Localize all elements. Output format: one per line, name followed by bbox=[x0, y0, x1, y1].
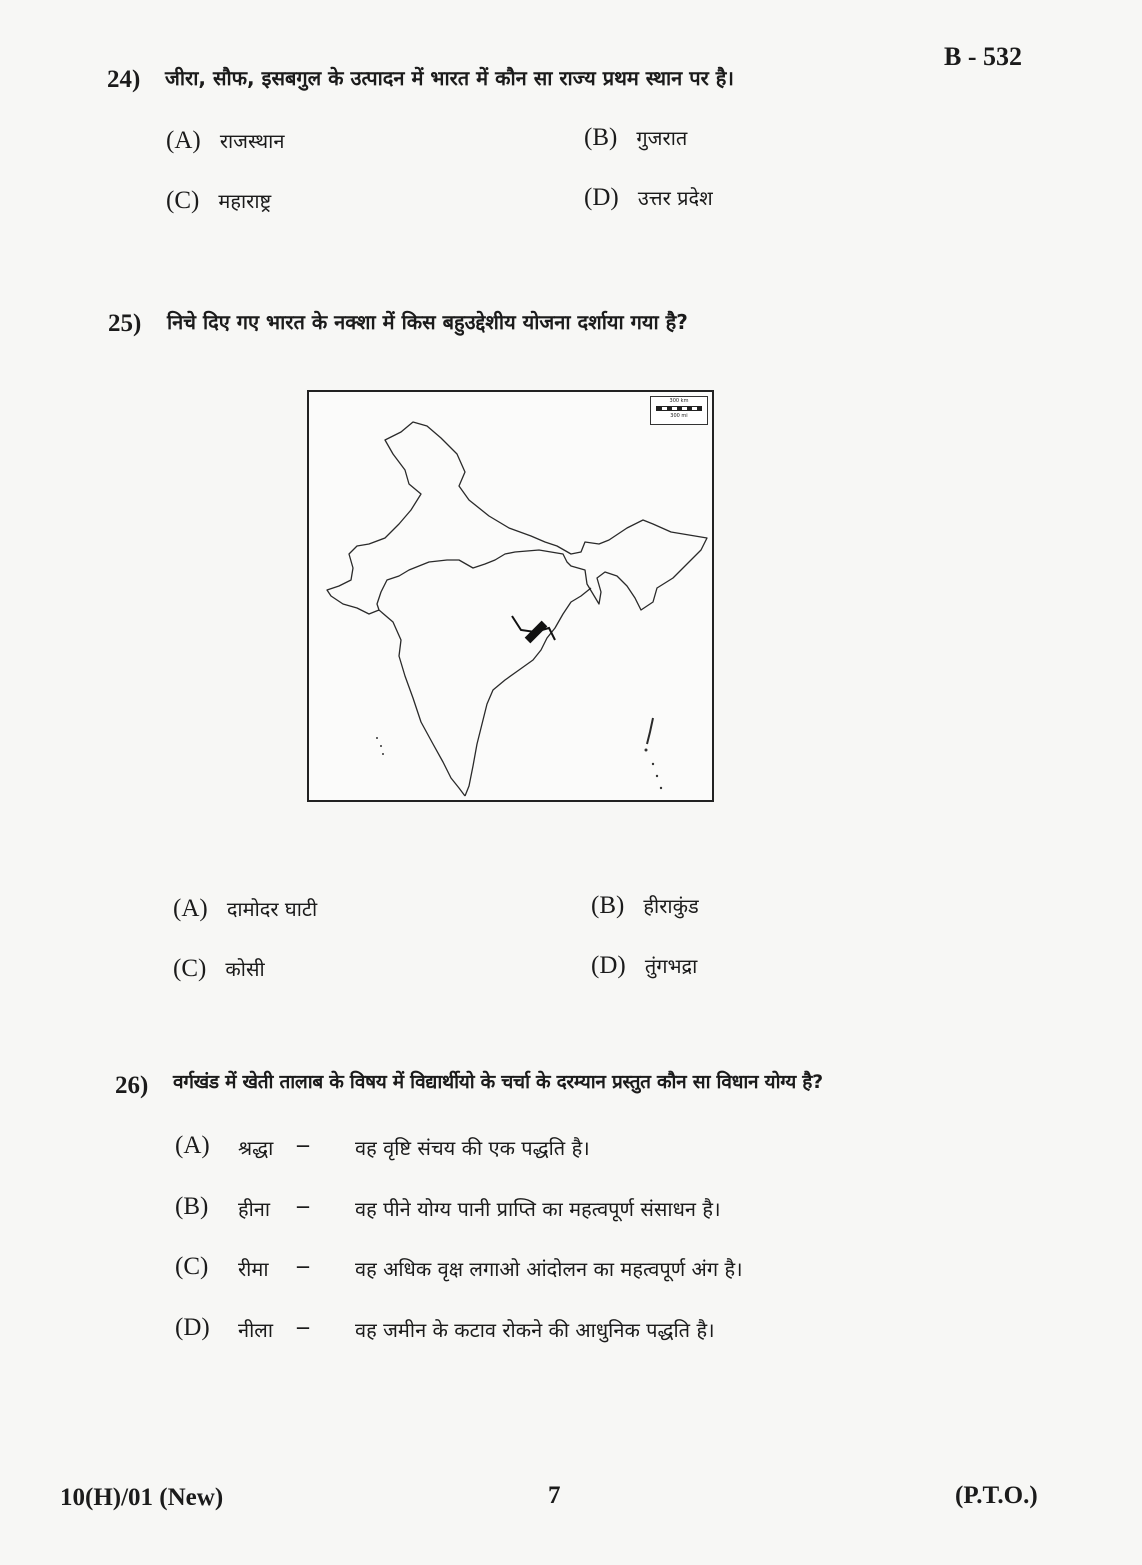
option-label: (B) bbox=[175, 1193, 209, 1220]
option-text: तुंगभद्रा bbox=[644, 954, 698, 978]
option-dash: – bbox=[297, 1314, 309, 1340]
option-speaker: श्रद्धा bbox=[238, 1136, 274, 1160]
option-label: (D) bbox=[584, 184, 619, 211]
option-speaker: हीना bbox=[238, 1197, 271, 1221]
india-outline bbox=[327, 422, 707, 796]
option-text: उत्तर प्रदेश bbox=[637, 186, 713, 210]
scale-mi-label: 300 mi bbox=[670, 413, 688, 419]
island-dot bbox=[380, 745, 382, 747]
option-a[interactable] bbox=[173, 895, 317, 923]
footer-code: 10(H)/01 (New) bbox=[60, 1484, 224, 1511]
andaman-islands bbox=[647, 718, 653, 744]
option-a[interactable] bbox=[175, 1132, 590, 1160]
option-a[interactable] bbox=[166, 127, 284, 155]
option-b[interactable] bbox=[584, 124, 687, 152]
island-dot bbox=[660, 787, 662, 789]
option-text: गुजरात bbox=[636, 126, 688, 150]
option-text: राजस्थान bbox=[219, 129, 285, 153]
option-text: महाराष्ट्र bbox=[218, 189, 272, 213]
island-dot bbox=[382, 753, 384, 755]
question-text: जीरा, सौफ, इसबगुल के उत्पादन में भारत में कौन सा राज्य प्रथम स्थान पर है। bbox=[165, 66, 734, 90]
option-c[interactable] bbox=[166, 187, 271, 215]
pto-marker: (P.T.O.) bbox=[955, 1482, 1038, 1509]
option-text: दामोदर घाटी bbox=[226, 897, 318, 921]
question-text: वर्गखंड में खेती तालाब के विषय में विद्यार्थीयो के चर्चा के दरम्यान प्रस्तुत कौन सा विधान योग्य है? bbox=[173, 1071, 823, 1093]
india-outline-svg bbox=[309, 392, 712, 800]
island-dot bbox=[376, 737, 378, 739]
page-number: 7 bbox=[548, 1482, 561, 1509]
option-label: (A) bbox=[173, 895, 208, 922]
option-label: (D) bbox=[591, 952, 626, 979]
india-map bbox=[307, 390, 714, 802]
option-label: (C) bbox=[173, 955, 207, 982]
option-label: (B) bbox=[584, 124, 618, 151]
option-d[interactable] bbox=[584, 184, 713, 212]
option-text: वह वृष्टि संचय की एक पद्धति है। bbox=[355, 1136, 590, 1160]
question-text: निचे दिए गए भारत के नक्शा में किस बहुउद्देशीय योजना दर्शाया गया है? bbox=[167, 310, 688, 334]
question-number: 25) bbox=[108, 310, 142, 337]
option-d[interactable] bbox=[591, 952, 697, 980]
option-text: वह अधिक वृक्ष लगाओ आंदोलन का महत्वपूर्ण अंग है। bbox=[355, 1257, 743, 1281]
option-text: कोसी bbox=[225, 957, 265, 981]
option-c[interactable] bbox=[175, 1253, 743, 1281]
scale-km-label: 300 km bbox=[669, 398, 689, 404]
island-dot bbox=[645, 749, 648, 752]
option-label: (C) bbox=[166, 187, 200, 214]
option-dash: – bbox=[297, 1193, 309, 1219]
option-text: हीराकुंड bbox=[643, 894, 699, 918]
option-label: (D) bbox=[175, 1314, 210, 1341]
option-label: (C) bbox=[175, 1253, 209, 1280]
option-speaker: रीमा bbox=[238, 1257, 269, 1281]
option-speaker: नीला bbox=[238, 1318, 274, 1342]
option-b[interactable] bbox=[591, 892, 699, 920]
option-text: वह जमीन के कटाव रोकने की आधुनिक पद्धति है। bbox=[355, 1318, 715, 1342]
island-dot bbox=[656, 775, 658, 777]
option-dash: – bbox=[297, 1132, 309, 1158]
option-label: (A) bbox=[175, 1132, 210, 1159]
option-d[interactable] bbox=[175, 1314, 715, 1342]
island-dot bbox=[652, 763, 654, 765]
question-number: 26) bbox=[115, 1072, 149, 1099]
option-dash: – bbox=[297, 1253, 309, 1279]
question-number: 24) bbox=[107, 66, 141, 93]
option-label: (A) bbox=[166, 127, 201, 154]
option-text: वह पीने योग्य पानी प्राप्ति का महत्वपूर्ण संसाधन है। bbox=[355, 1197, 721, 1221]
option-label: (B) bbox=[591, 892, 625, 919]
paper-code: B - 532 bbox=[944, 42, 1022, 71]
option-c[interactable] bbox=[173, 955, 265, 983]
option-b[interactable] bbox=[175, 1193, 721, 1221]
